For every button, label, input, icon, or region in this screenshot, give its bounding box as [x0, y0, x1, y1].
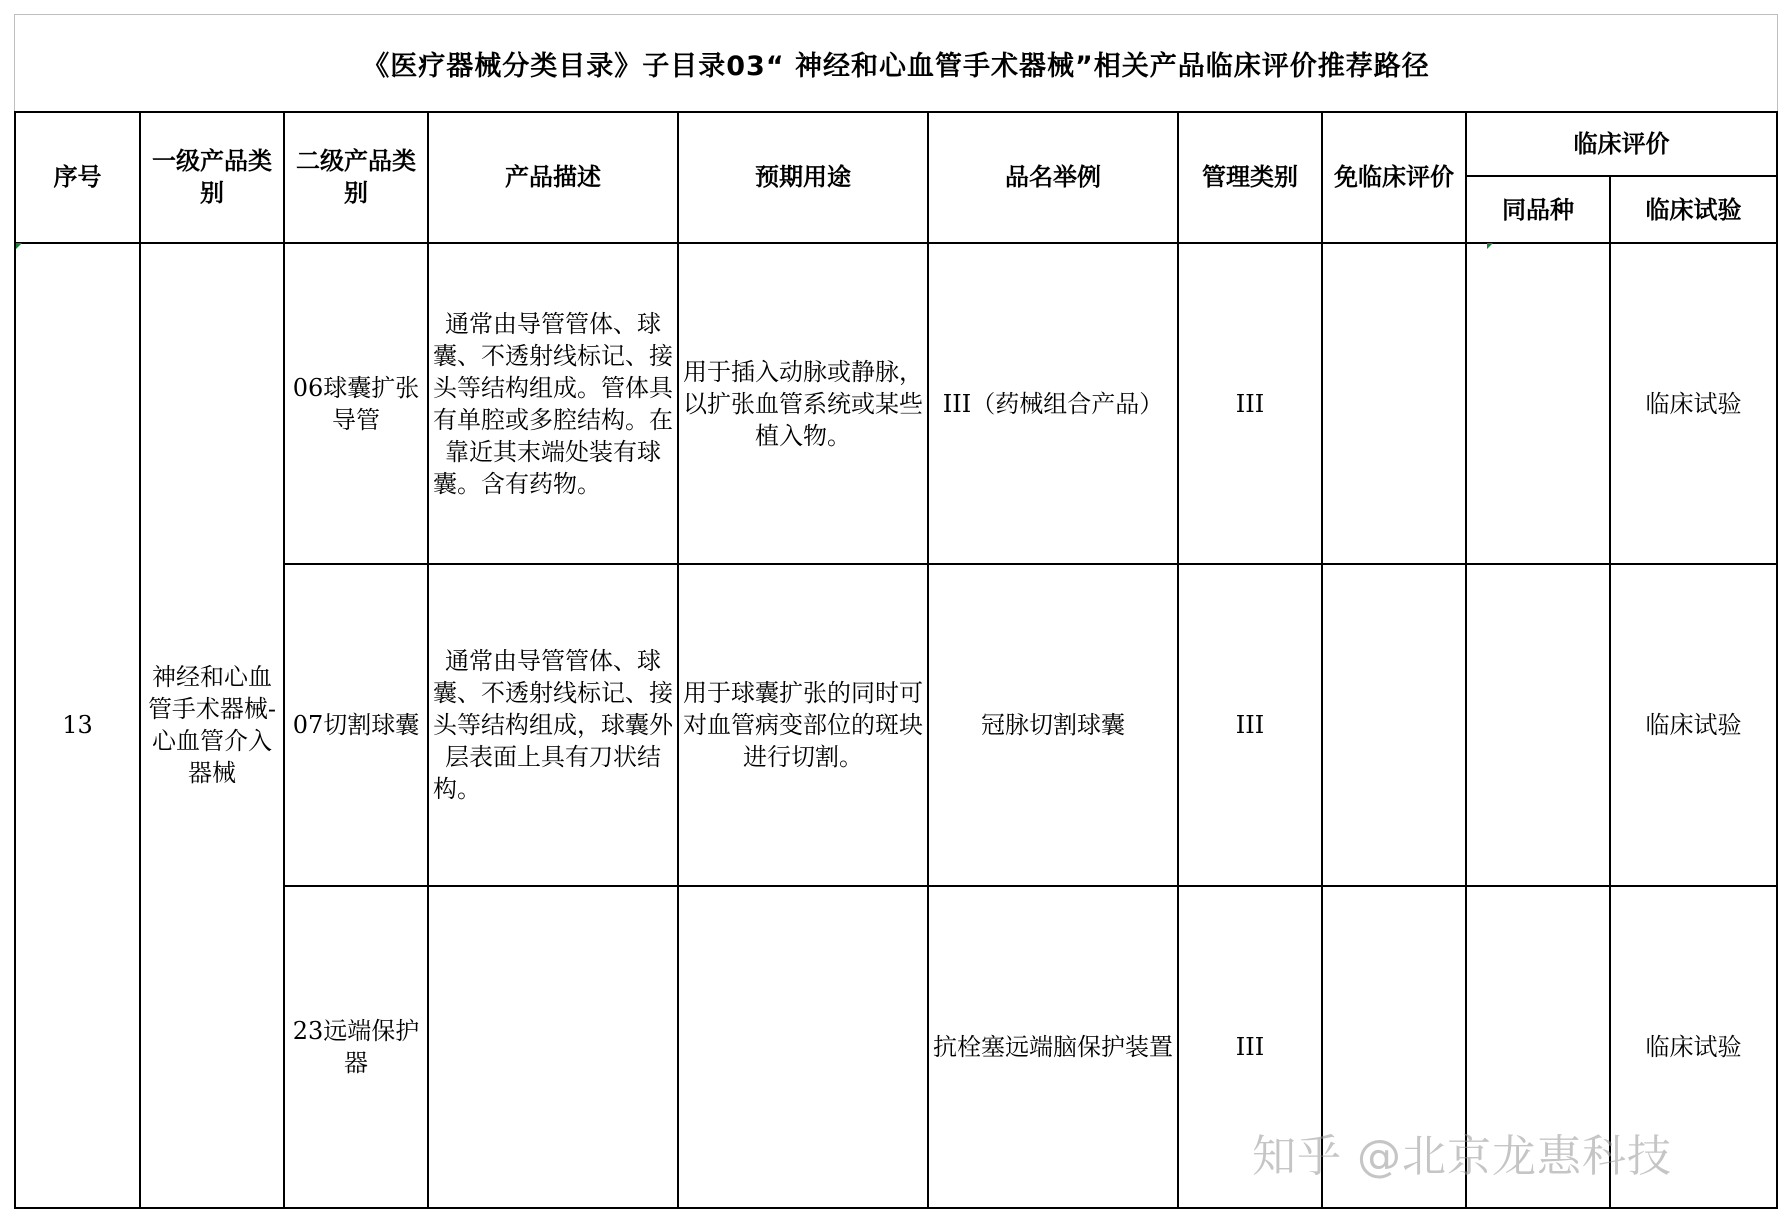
- description-cell: [428, 886, 678, 1208]
- management-class-cell: III: [1178, 243, 1322, 565]
- header-seq: 序号: [15, 112, 140, 243]
- cell-comment-marker: [16, 243, 22, 249]
- header-name-examples: 品名举例: [928, 112, 1178, 243]
- header-same-variety: 同品种: [1466, 176, 1610, 242]
- header-clinical-trial: 临床试验: [1610, 176, 1777, 242]
- name-examples-cell: III（药械组合产品）: [928, 243, 1178, 565]
- cell-comment-marker: [1487, 243, 1493, 249]
- intended-use-cell: 用于插入动脉或静脉，以扩张血管系统或某些植入物。: [678, 243, 928, 565]
- seq-cell: 13: [15, 243, 140, 1208]
- watermark: 知乎 @北京龙惠科技: [1252, 1131, 1672, 1182]
- level2-cell: 23远端保护器: [284, 886, 428, 1208]
- clinical-trial-cell: 临床试验: [1610, 564, 1777, 886]
- exempt-cell: [1322, 564, 1466, 886]
- clinical-trial-cell: 临床试验: [1610, 886, 1777, 1208]
- header-management-class: 管理类别: [1178, 112, 1322, 243]
- classification-table: [14, 111, 1778, 1209]
- exempt-cell: [1322, 243, 1466, 565]
- clinical-trial-cell: 临床试验: [1610, 243, 1777, 565]
- intended-use-cell: [678, 886, 928, 1208]
- description-cell: 通常由导管管体、球囊、不透射线标记、接头等结构组成，球囊外层表面上具有刀状结构。: [428, 564, 678, 886]
- same-variety-cell: [1466, 243, 1610, 565]
- description-cell: 通常由导管管体、球囊、不透射线标记、接头等结构组成。管体具有单腔或多腔结构。在靠近其末端处装有球囊。含有药物。: [428, 243, 678, 565]
- management-class-cell: III: [1178, 564, 1322, 886]
- header-description: 产品描述: [428, 112, 678, 243]
- intended-use-cell: 用于球囊扩张的同时可对血管病变部位的斑块进行切割。: [678, 564, 928, 886]
- level1-cell: 神经和心血管手术器械-心血管介入器械: [140, 243, 284, 1208]
- header-level2: 二级产品类别: [284, 112, 428, 243]
- header-intended-use: 预期用途: [678, 112, 928, 243]
- table-row: [15, 243, 1777, 565]
- table-title: 《医疗器械分类目录》子目录03“ 神经和心血管手术器械”相关产品临床评价推荐路径: [14, 14, 1778, 112]
- header-level1: 一级产品类别: [140, 112, 284, 243]
- header-clinical-eval: 临床评价: [1466, 112, 1777, 176]
- header-row: [15, 112, 1777, 176]
- management-class-cell: III: [1178, 886, 1322, 1208]
- header-exempt: 免临床评价: [1322, 112, 1466, 243]
- same-variety-cell: [1466, 564, 1610, 886]
- level2-cell: 07切割球囊: [284, 564, 428, 886]
- level2-cell: 06球囊扩张导管: [284, 243, 428, 565]
- name-examples-cell: 抗栓塞远端脑保护装置: [928, 886, 1178, 1208]
- name-examples-cell: 冠脉切割球囊: [928, 564, 1178, 886]
